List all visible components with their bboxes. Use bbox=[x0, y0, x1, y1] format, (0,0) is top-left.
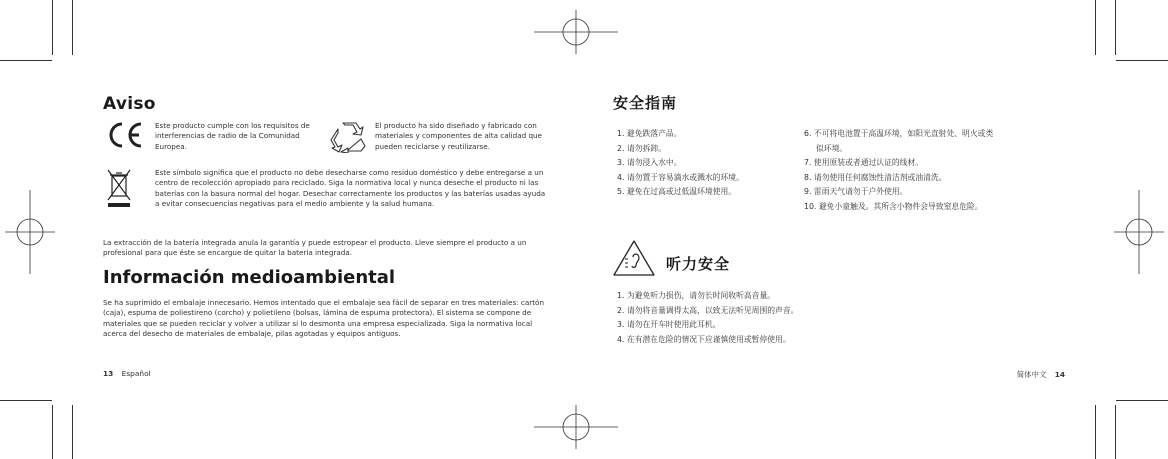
hearing-warning-icon bbox=[612, 239, 656, 277]
footer-right bbox=[1017, 369, 1065, 380]
list-item: 3. 请勿浸入水中。 bbox=[617, 158, 682, 168]
hearing-title: 听力安全 bbox=[666, 255, 731, 273]
weee-bin-icon bbox=[106, 168, 132, 208]
registration-mark-right bbox=[1114, 190, 1164, 274]
list-item: 2. 请勿将音量调得太高，以致无法听见周围的声音。 bbox=[617, 305, 799, 315]
recycle-text: El producto ha sido diseñado y fabricado con materiales y componentes de alta calidad que pueden reciclarse y reutilizarse. bbox=[375, 121, 542, 151]
page-number-right: 14 bbox=[1054, 370, 1065, 379]
safety-list-col1 bbox=[617, 127, 744, 200]
list-item: 3. 请勿在开车时使用此耳机。 bbox=[617, 320, 721, 330]
hearing-list bbox=[617, 289, 798, 347]
env-text: Se ha suprimido el embalaje innecesario. Hemos intentado que el embalaje sea fácil de separar en tres materiales: cartón (caja), espuma de poliestireno (corcho) y polietileno (bolsas, lámina de espuma protectora). El sistema se compone de materiales que se pueden reciclar y volver a utilizar si lo desmonta una empresa especializada. Siga la normativa local acerca del desecho de materiales de embalaje, pilas agotadas y equipos antiguos. bbox=[103, 298, 545, 338]
list-item: 2. 请勿拆卸。 bbox=[617, 143, 666, 153]
registration-mark-left bbox=[5, 190, 55, 274]
page-number-left: 13 bbox=[103, 369, 114, 378]
safety-list-col2 bbox=[804, 127, 993, 215]
list-item: 10. 避免小童触及。其所含小物件会导致窒息危险。 bbox=[804, 201, 983, 211]
footer-lang-right: 简体中文 bbox=[1016, 370, 1047, 379]
footer-left bbox=[103, 369, 151, 378]
list-item: 4. 在有潜在危险的情况下应谨慎使用或暂停使用。 bbox=[617, 334, 791, 344]
list-item: 9. 雷雨天气请勿于户外使用。 bbox=[804, 187, 908, 197]
list-item: 6. 不可将电池置于高温环境，如阳光直射处、明火或类 bbox=[804, 129, 994, 138]
weee-text: Este símbolo significa que el producto no debe desecharse como residuo doméstico y debe entregarse a un centro de recolección apropiado para reciclado. Siga la normativa local y nunca deseche el producto ni las baterías con la basura normal del hogar. Desechar correctamente los productos y las baterías usadas ayuda a evitar consecuencias negativas para el medio ambiente y la salud humana. bbox=[155, 168, 546, 208]
registration-mark-top bbox=[534, 10, 618, 54]
battery-text: La extracción de la batería integrada anula la garantía y puede estropear el producto. Lleve siempre el producto a un profesional para que éste se encargue de quitar la batería integrada. bbox=[103, 238, 527, 258]
ce-mark-icon bbox=[105, 121, 145, 149]
list-item: 5. 避免在过高或过低温环境使用。 bbox=[617, 187, 737, 197]
list-item: 1. 为避免听力损伤，请勿长时间收听高音量。 bbox=[617, 291, 776, 300]
list-item: 1. 避免跌落产品。 bbox=[617, 129, 682, 138]
list-item: 似环境。 bbox=[816, 143, 848, 153]
env-title: Información medioambiental bbox=[103, 267, 396, 288]
list-item: 8. 请勿使用任何腐蚀性清洁剂或油清洗。 bbox=[804, 172, 947, 182]
recycle-icon bbox=[330, 121, 368, 153]
aviso-title: Aviso bbox=[103, 94, 156, 114]
footer-lang-left: Español bbox=[121, 369, 151, 378]
registration-mark-bottom bbox=[534, 405, 618, 449]
ce-text: Este producto cumple con los requisitos de interferencias de radio de la Comunidad Europea. bbox=[155, 121, 310, 151]
list-item: 4. 请勿置于容易滴水或溅水的环境。 bbox=[617, 172, 744, 182]
safety-title: 安全指南 bbox=[613, 94, 678, 112]
list-item: 7. 使用原装或者通过认证的线材。 bbox=[804, 158, 924, 168]
